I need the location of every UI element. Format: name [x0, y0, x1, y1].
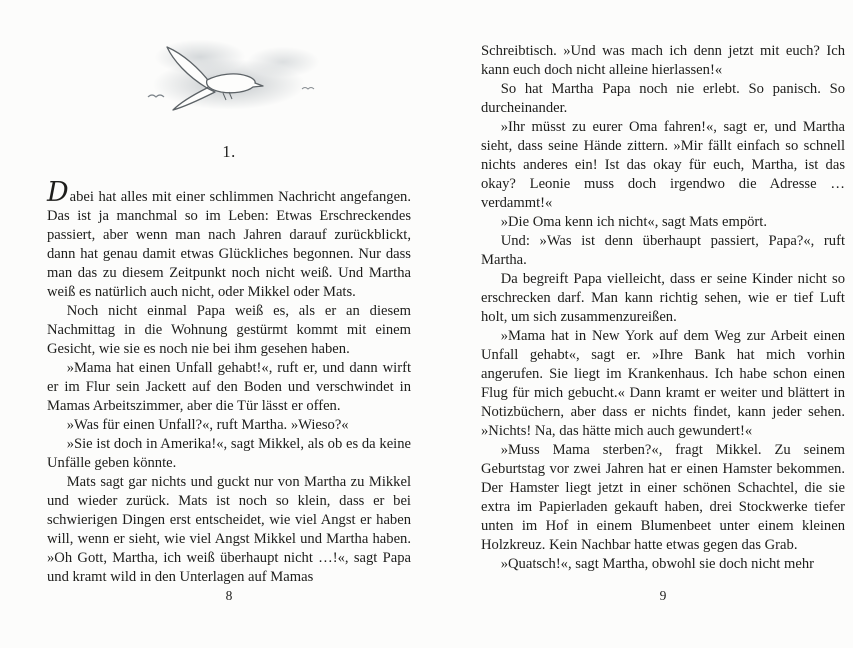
paragraph: Noch nicht einmal Papa weiß es, als er an diesem Nachmittag in die Wohnung gestürmt kommt mit einem Gesicht, wie sie es noch nie bei ihm gesehen haben.	[47, 303, 411, 357]
opening-paragraph-text: abei hat alles mit einer schlimmen Nachricht angefangen. Das ist ja manchmal so im Leben: Etwas Erschreckendes passiert, aber wenn man nach Jahren darauf zurückblickt, dann hat genau damit etwas Glückliches begonnen. Nur dass man das zu diesem Zeitpunkt noch nicht weiß. Und Martha weiß es natürlich auch nicht, oder Mikkel oder Mats.	[47, 189, 411, 300]
page-number-left: 8	[225, 588, 233, 603]
paragraph: »Die Oma kenn ich nicht«, sagt Mats empört.	[500, 214, 767, 230]
paragraph: »Was für einen Unfall?«, ruft Martha. »Wieso?«	[66, 417, 349, 433]
right-page-text	[481, 0, 845, 574]
left-page-text	[47, 177, 411, 587]
paragraph: Mats sagt gar nichts und guckt nur von Martha zu Mikkel und wieder zurück. Mats ist noch so klein, dass er bei schwierigen Dingen erst entscheidet, wie viel Angst er haben will, wenn er sieht, wie viel Angst Mikkel und Martha haben. »Oh Gott, Martha, ich weiß überhaupt nicht …!«, sagt Papa und kramt wild in den Unterlagen auf Mamas	[47, 474, 411, 585]
page-left	[47, 0, 411, 648]
paragraph: »Muss Mama sterben?«, fragt Mikkel. Zu seinem Geburtstag vor zwei Jahren hat er einen Hamster bekommen. Der Hamster liegt jetzt in einer schönen Schachtel, die sie extra im Papierladen gekauft haben, drei Stockwerke tiefer unten im Hof in einem Blumenbeet unter einem kleinen Holzkreuz. Kein Nachbar hatte etwas gegen das Grab.	[481, 442, 845, 553]
page-right	[481, 0, 845, 648]
distant-bird-icon	[302, 88, 314, 90]
paragraph: Da begreift Papa vielleicht, dass er seine Kinder nicht so erschrecken darf. Man kann richtig sehen, wie er tief Luft holt, um sich zusammenzureißen.	[481, 271, 845, 325]
paragraph: So hat Martha Papa noch nie erlebt. So panisch. So durcheinander.	[481, 81, 845, 116]
seagull-illustration	[121, 34, 337, 126]
paragraph: »Ihr müsst zu eurer Oma fahren!«, sagt er, und Martha sieht, dass seine Hände zittern. »Mir fällt einfach so schnell nichts anderes ein! Ist das okay für euch, Martha, ist das okay? Leonie muss doch irgendwo die Adresse … verdammt!«	[481, 119, 845, 211]
chapter-number: 1.	[222, 142, 236, 161]
paragraph: »Mama hat einen Unfall gehabt!«, ruft er, und dann wirft er im Flur sein Jackett auf den Boden und verschwindet in Mamas Arbeitszimmer, aber die Tür lässt er offen.	[47, 360, 411, 414]
paragraph: Und: »Was ist denn überhaupt passiert, Papa?«, ruft Martha.	[481, 233, 845, 268]
paragraph: »Sie ist doch in Amerika!«, sagt Mikkel, als ob es da keine Unfälle geben könnte.	[47, 436, 411, 471]
page-number-right: 9	[659, 588, 667, 603]
drop-cap: D	[47, 177, 70, 208]
paragraph: »Quatsch!«, sagt Martha, obwohl sie doch nicht mehr	[500, 556, 814, 572]
opening-paragraph	[47, 177, 411, 302]
paragraph-continuation: Schreibtisch. »Und was mach ich denn jetzt mit euch? Ich kann euch doch nicht alleine hierlassen!«	[481, 43, 845, 78]
distant-bird-icon	[148, 95, 164, 97]
seagull-icon	[121, 34, 337, 126]
seagull-body	[167, 47, 263, 110]
paragraph: »Mama hat in New York auf dem Weg zur Arbeit einen Unfall gehabt«, sagt er. »Ihre Bank hat mich vorhin angerufen. Sie liegt im Krankenhaus. Ich habe schon einen Flug für mich gebucht.« Dann kramt er weiter und blättert in Notizbüchern, aber dass er nichts findet, kann jeder sehen. »Nichts! Na, das hätte mich auch gewundert!«	[481, 328, 845, 439]
